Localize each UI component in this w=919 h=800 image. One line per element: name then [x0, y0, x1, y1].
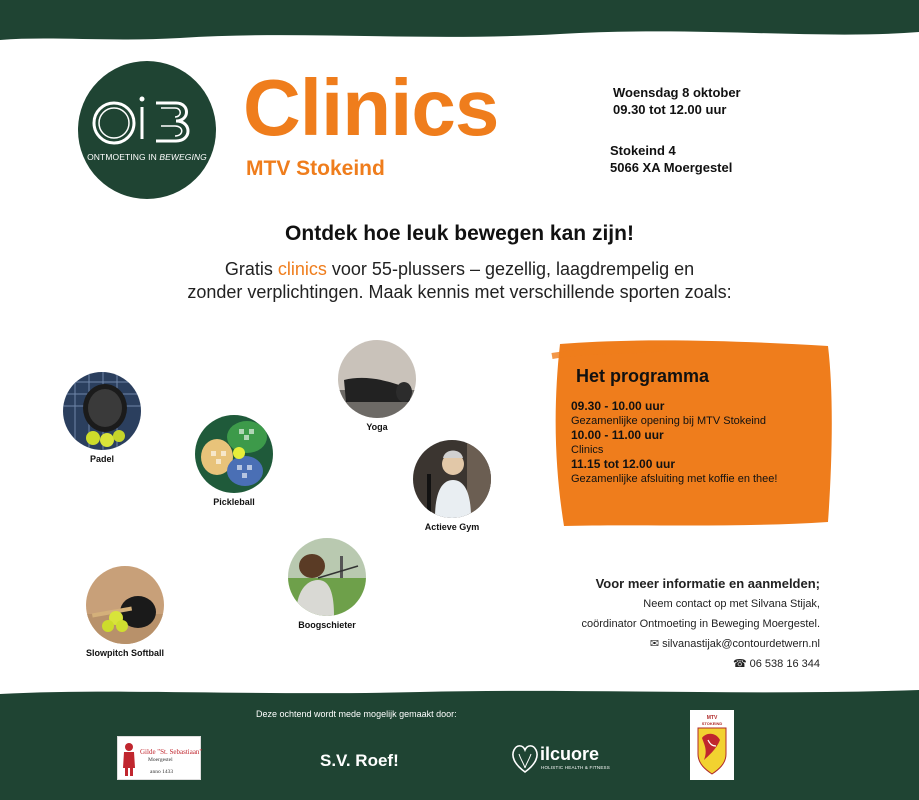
top-band — [0, 0, 919, 48]
gilde-name: Gilde "St. Sebastiaan" — [140, 748, 203, 756]
programma-desc: Clinics — [571, 443, 604, 456]
contact-email-row — [520, 634, 820, 654]
sport-label: Padel — [89, 454, 114, 464]
sport-actieve-gym — [410, 440, 494, 532]
clinics-link-text: clinics — [277, 259, 327, 279]
programma-time: 10.00 - 11.00 uur — [571, 428, 664, 442]
sport-pickleball — [192, 415, 276, 507]
contact-line1: Neem contact op met Silvana Stijak, — [643, 598, 820, 610]
gilde-place: Moergestel — [148, 757, 173, 763]
page-subtitle: MTV Stokeind — [246, 157, 385, 180]
mtv-shield-icon — [690, 710, 734, 780]
gilde-figure-icon — [122, 742, 136, 776]
programma-box — [546, 336, 836, 530]
sport-padel — [60, 372, 144, 464]
contact-phone[interactable]: 06 538 16 344 — [749, 658, 820, 670]
pickleball-photo — [195, 415, 273, 493]
sport-label: Actieve Gym — [424, 522, 480, 532]
sponsor-mtv-logo — [690, 710, 734, 780]
contact-phone-row — [520, 654, 820, 674]
contact-block — [520, 574, 820, 674]
ilcuore-tagline: HOLISTIC HEALTH & FITNESS — [541, 765, 610, 770]
programma-time: 09.30 - 10.00 uur — [571, 399, 665, 413]
yoga-photo — [338, 340, 416, 418]
programma-list — [571, 399, 831, 486]
contact-line2: coördinator Ontmoeting in Beweging Moergestel. — [581, 618, 820, 630]
contact-email-link[interactable]: silvanastijak@contourdetwern.nl — [662, 638, 820, 650]
headline: Ontdek hoe leuk bewegen kan zijn! — [285, 222, 634, 245]
sponsor-ilcuore-logo — [510, 740, 610, 776]
softball-photo — [86, 566, 164, 644]
oib-logo-mark — [78, 61, 216, 199]
sport-slowpitch-softball — [83, 566, 167, 658]
event-time: 09.30 tot 12.00 uur — [613, 102, 727, 117]
mtv-logo-line2: STOKEIND — [701, 721, 723, 726]
sport-label: Boogschieter — [298, 620, 356, 630]
programma-title: Het programma — [576, 366, 710, 386]
event-street: Stokeind 4 — [610, 143, 676, 158]
phone-icon: ☎ — [732, 658, 747, 670]
programma-desc: Gezamenlijke afsluiting met koffie en thee! — [571, 472, 778, 485]
programma-desc: Gezamenlijke opening bij MTV Stokeind — [571, 414, 767, 427]
envelope-icon: ✉ — [649, 638, 660, 650]
oib-logo — [78, 61, 216, 199]
sponsor-intro: Deze ochtend wordt mede mogelijk gemaakt door: — [256, 709, 457, 719]
logo-subtitle: ONTMOETING IN BEWEGING — [87, 152, 207, 162]
gym-photo — [413, 440, 491, 518]
sponsor-roef: S.V. Roef! — [320, 751, 399, 770]
sport-label: Yoga — [366, 422, 388, 432]
contact-heading: Voor meer informatie en aanmelden; — [595, 576, 820, 591]
event-date-block — [613, 84, 741, 118]
gilde-year: anno 1433 — [150, 769, 174, 775]
programma-time: 11.15 tot 12.00 uur — [571, 457, 676, 471]
sport-yoga — [335, 340, 419, 432]
page-title: Clinics — [243, 63, 499, 152]
mtv-logo-line1: MTV — [706, 715, 718, 721]
padel-photo — [63, 372, 141, 450]
sponsor-gilde-logo — [117, 736, 201, 780]
event-address-block — [610, 142, 732, 176]
event-city: 5066 XA Moergestel — [610, 160, 733, 175]
ilcuore-name: ilcuore — [540, 744, 600, 764]
archery-photo — [288, 538, 366, 616]
event-date: Woensdag 8 oktober — [613, 85, 741, 100]
sport-boogschieter — [285, 538, 369, 630]
sport-label: Pickleball — [213, 497, 255, 507]
heart-icon — [510, 740, 540, 776]
sport-label: Slowpitch Softball — [86, 648, 164, 658]
intro-text: Gratis clinics voor 55-plussers – gezellig, laagdrempelig en zonder verplichtingen. Maak kennis met verschillende sporten zoals: — [187, 259, 732, 302]
